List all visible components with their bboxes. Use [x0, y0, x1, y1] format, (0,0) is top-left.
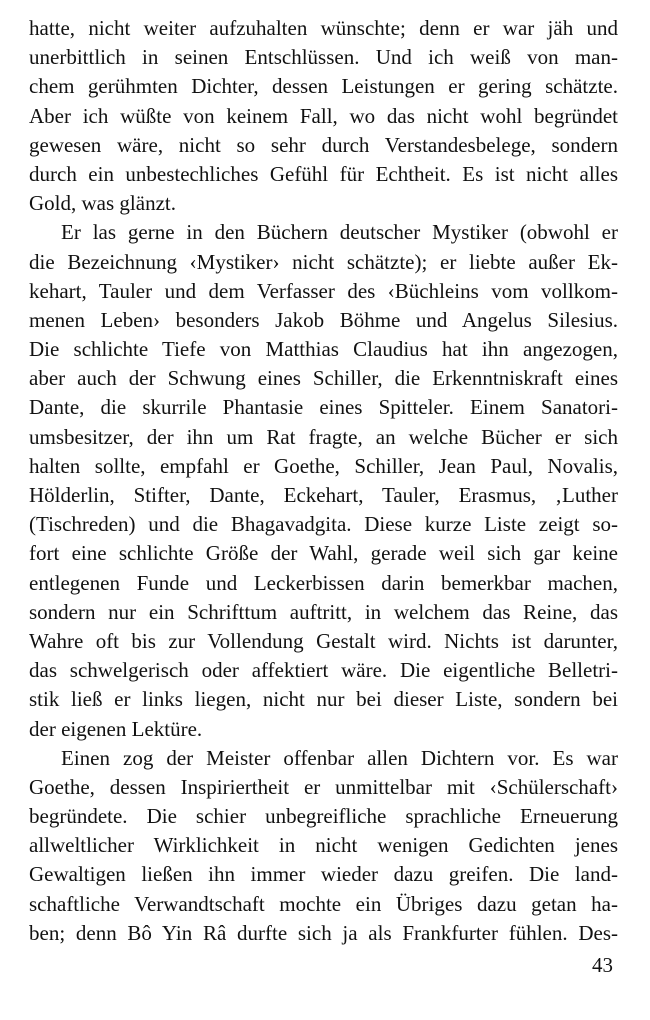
text-line: Dante, die skurrile Phantasie eines Spitteler. Einem Sanatori-: [29, 395, 618, 420]
text-line: durch ein unbestechliches Gefühl für Echtheit. Es ist nicht alles: [29, 161, 618, 186]
text-line: entlegenen Funde und Leckerbissen darin bemerkbar machen,: [29, 570, 618, 595]
text-line: die Bezeichnung ‹Mystiker› nicht schätzte); er liebte außer Ek-: [29, 249, 618, 274]
page-number: 43: [592, 953, 613, 977]
text-line: (Tischreden) und die Bhagavadgita. Diese kurze Liste zeigt so-: [29, 512, 618, 537]
text-line: halten sollte, empfahl er Goethe, Schiller, Jean Paul, Novalis,: [29, 453, 618, 478]
text-line: gewesen wäre, nicht so sehr durch Verstandesbelege, sondern: [29, 132, 618, 157]
text-line: das schwelgerisch oder affektiert wäre. Die eigentliche Belletri-: [29, 658, 618, 683]
text-line: begründete. Die schier unbegreifliche sprachliche Erneuerung: [29, 804, 618, 829]
text-line: Gold, was glänzt.: [29, 191, 176, 216]
text-line: hatte, nicht weiter aufzuhalten wünschte; denn er war jäh und: [29, 16, 618, 40]
text-line: der eigenen Lektüre.: [29, 716, 203, 741]
text-line: umsbesitzer, der ihn um Rat fragte, an welche Bücher er sich: [29, 424, 618, 449]
book-page-text: [29, 14, 618, 948]
text-line: ben; denn Bô Yin Râ durfte sich ja als Frankfurter fühlen. Des-: [29, 920, 618, 945]
text-line: Hölderlin, Stifter, Dante, Eckehart, Tauler, Erasmus, ‚Luther: [29, 483, 618, 507]
text-line: unerbittlich in seinen Entschlüssen. Und ich weiß von man-: [29, 45, 618, 70]
text-line: Goethe, dessen Inspiriertheit er unmittelbar mit ‹Schülerschaft›: [29, 774, 618, 799]
text-line: Wahre oft bis zur Vollendung Gestalt wird. Nichts ist darunter,: [29, 628, 618, 653]
text-line: aber auch der Schwung eines Schiller, die Erkenntniskraft eines: [29, 366, 618, 391]
text-line: chem gerühmten Dichter, dessen Leistungen er gering schätzte.: [29, 74, 618, 99]
text-line: sondern nur ein Schrifttum auftritt, in welchem das Reine, das: [29, 599, 618, 624]
text-line: schaftliche Verwandtschaft mochte ein Übriges dazu getan ha-: [29, 891, 618, 916]
text-line: fort eine schlichte Größe der Wahl, gerade weil sich gar keine: [29, 541, 618, 566]
text-line: Aber ich wüßte von keinem Fall, wo das nicht wohl begründet: [29, 103, 618, 128]
text-line: Einen zog der Meister offenbar allen Dichtern vor. Es war: [61, 745, 618, 770]
text-line: Die schlichte Tiefe von Matthias Claudius hat ihn angezogen,: [29, 337, 618, 362]
text-line: menen Leben› besonders Jakob Böhme und Angelus Silesius.: [29, 307, 618, 332]
text-line: Gewaltigen ließen ihn immer wieder dazu greifen. Die land-: [29, 862, 618, 887]
text-line: Er las gerne in den Büchern deutscher Mystiker (obwohl er: [61, 220, 618, 245]
text-line: allweltlicher Wirklichkeit in nicht wenigen Gedichten jenes: [29, 833, 618, 858]
text-line: kehart, Tauler und dem Verfasser des ‹Büchleins vom vollkom-: [29, 278, 618, 303]
text-line: stik ließ er links liegen, nicht nur bei dieser Liste, sondern bei: [29, 687, 618, 712]
